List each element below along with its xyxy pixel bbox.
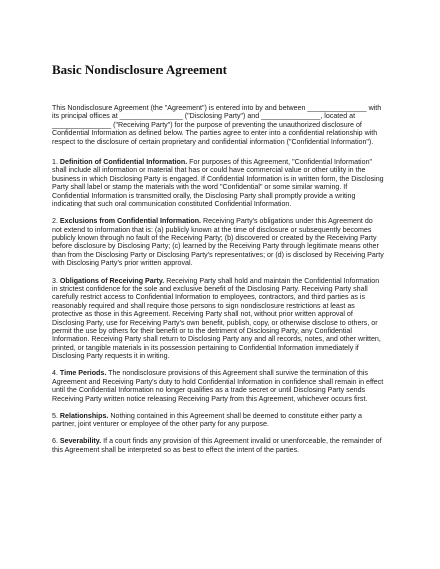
section-3	[52, 277, 384, 361]
section-body: If a court finds any provision of this Agreement invalid or unenforceable, the remainder of this Agreement shall be interpreted so as best to effect the intent of the parties.	[52, 437, 382, 454]
section-body: Nothing contained in this Agreement shall be deemed to constitute either party a partner, joint venturer or employee of the other party for any purpose.	[52, 411, 362, 429]
section-number: 5.	[52, 411, 58, 420]
section-heading: Relationships.	[59, 411, 109, 420]
section-body: Receiving Party's obligations under this Agreement do not extend to information that is: (a) publicly known at the time of disclosure or subsequently becomes publicly known through no fault of the Receiving Party; (b) discovered or created by the Receiving Party before disclosure by Disclosing Party; (c) learned by the Receiving Party through legitimate means other than from the Disclosing Party or Disclosing Party's representatives; or (d) is disclosed by Receiving Party with Disclosing Party's prior written approval.	[52, 217, 384, 268]
document-title: Basic Nondisclosure Agreement	[52, 62, 228, 77]
section-2	[52, 217, 384, 267]
section-number: 2.	[52, 217, 58, 226]
section-heading: Exclusions from Confidential Information.	[59, 217, 202, 226]
section-1	[52, 158, 384, 208]
section-heading: Severability.	[59, 437, 102, 446]
section-number: 3.	[52, 276, 58, 285]
section-6	[52, 437, 384, 454]
section-4	[52, 369, 384, 403]
section-number: 4.	[52, 369, 58, 378]
intro-paragraph: This Nondisclosure Agreement (the "Agreement") is entered into by and between _______________ with its principal offices at ________________ ("Disclosing Party") and _______________, located at _______________ ("Receiving Party") for the purpose of preventing the unauthorized disclosure of Confidential Information as defined below. The parties agree to enter into a confidential relationship with respect to the disclosure of certain proprietary and confidential information ("Confidential Information").	[52, 104, 382, 146]
section-body: Receiving Party shall hold and maintain the Confidential Information in strictest confidence for the sole and exclusive benefit of the Disclosing Party. Receiving Party shall carefully restrict access to Confidential Information to employees, contractors, and third parties as is reasonably required and shall require those persons to sign nondisclosure restrictions at least as protective as those in this Agreement. Receiving Party shall not, without prior written approval of Disclosing Party, use for Receiving Party's own benefit, publish, copy, or otherwise disclose to others, or permit the use by others for their benefit or to the detriment of Disclosing Party, any Confidential Information. Receiving Party shall return to Disclosing Party any and all records, notes, and other written, printed, or tangible materials in its possession pertaining to Confidential Information immediately if Disclosing Party requests it in writing.	[52, 276, 381, 361]
section-number: 6.	[52, 437, 58, 446]
section-heading: Time Periods.	[59, 369, 107, 378]
section-heading: Obligations of Receiving Party.	[59, 276, 165, 285]
section-number: 1.	[52, 158, 58, 167]
section-5	[52, 412, 384, 429]
section-heading: Definition of Confidential Information.	[59, 158, 188, 167]
section-body: The nondisclosure provisions of this Agreement shall survive the termination of this Agreement and Receiving Party's duty to hold Confidential Information in confidence shall remain in effect until the Confidential Information no longer qualifies as a trade secret or until Disclosing Party sends Receiving Party written notice releasing Receiving Party from this Agreement, whichever occurs first.	[52, 369, 384, 403]
section-body: For purposes of this Agreement, "Confidential Information" shall include all information or material that has or could have commercial value or other utility in the business in which Disclosing Party is engaged. If Confidential Information is in written form, the Disclosing Party shall label or stamp the materials with the word "Confidential" or some similar warning. If Confidential Information is transmitted orally, the Disclosing Party shall promptly provide a writing indicating that such oral communication constituted Confidential Information.	[52, 158, 384, 209]
